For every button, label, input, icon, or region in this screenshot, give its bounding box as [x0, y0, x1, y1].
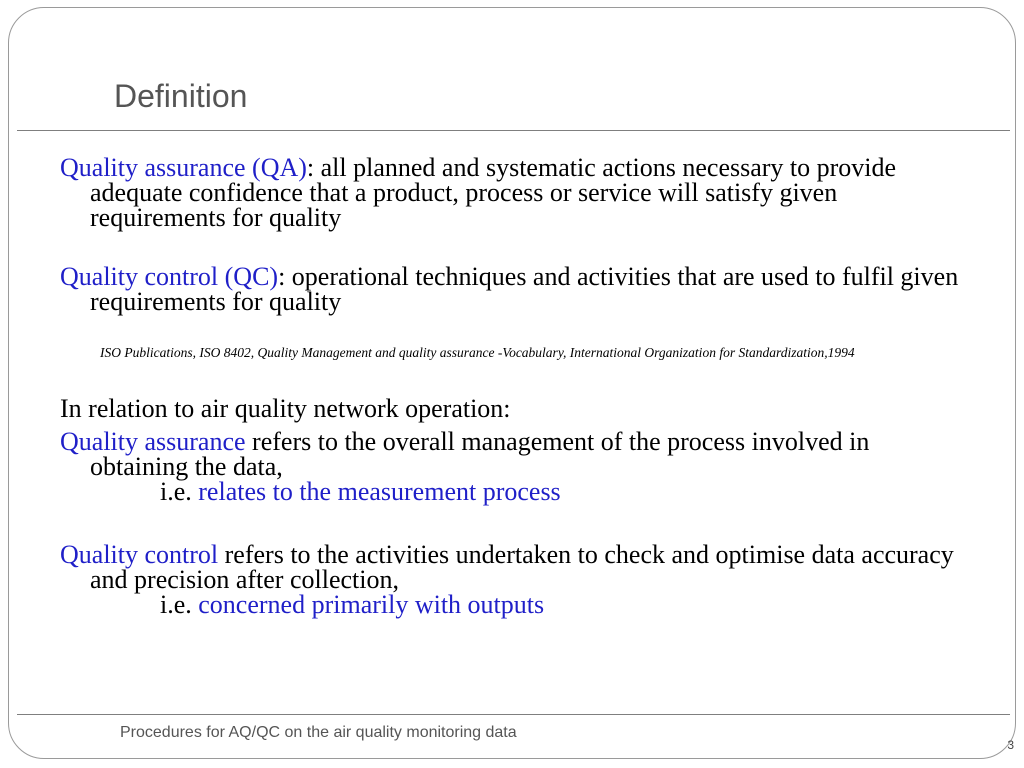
title-divider [17, 130, 1010, 131]
page-number: 3 [1007, 738, 1014, 752]
qc-definition-text: : operational techniques and activities that are used to fulfil given requirements for quality [90, 262, 959, 316]
qc-ie-line [60, 592, 970, 617]
qc-ie-prefix: i.e. [160, 590, 199, 619]
qc-relation-text: refers to the activities undertaken to check and optimise data accuracy and precision after collection, [90, 540, 954, 594]
citation: ISO Publications, ISO 8402, Quality Management and quality assurance -Vocabulary, International Organization for Standardization,1994 [100, 345, 855, 360]
qa-relation-text: refers to the overall management of the process involved in obtaining the data, [90, 427, 870, 481]
footer-text: Procedures for AQ/QC on the air quality monitoring data [120, 724, 517, 741]
qa-term: Quality assurance (QA) [60, 153, 307, 182]
qc-definition [60, 264, 970, 314]
slide-title: Definition [114, 78, 248, 114]
qc-ie-text: concerned primarily with outputs [198, 590, 545, 619]
qa-short-term: Quality assurance [60, 427, 246, 456]
qa-ie-line [60, 479, 970, 504]
qa-relation [60, 429, 970, 479]
qa-ie-prefix: i.e. [160, 477, 199, 506]
relation-intro: In relation to air quality network operation: [60, 394, 511, 423]
qa-definition [60, 155, 970, 230]
qc-term: Quality control (QC) [60, 262, 279, 291]
qc-relation [60, 542, 970, 592]
footer-divider [17, 714, 1010, 715]
qa-definition-text: : all planned and systematic actions necessary to provide adequate confidence that a product, process or service will satisfy given requirements for quality [90, 153, 897, 232]
qa-ie-text: relates to the measurement process [198, 477, 561, 506]
qc-short-term: Quality control [60, 540, 219, 569]
slide-body [60, 155, 970, 617]
